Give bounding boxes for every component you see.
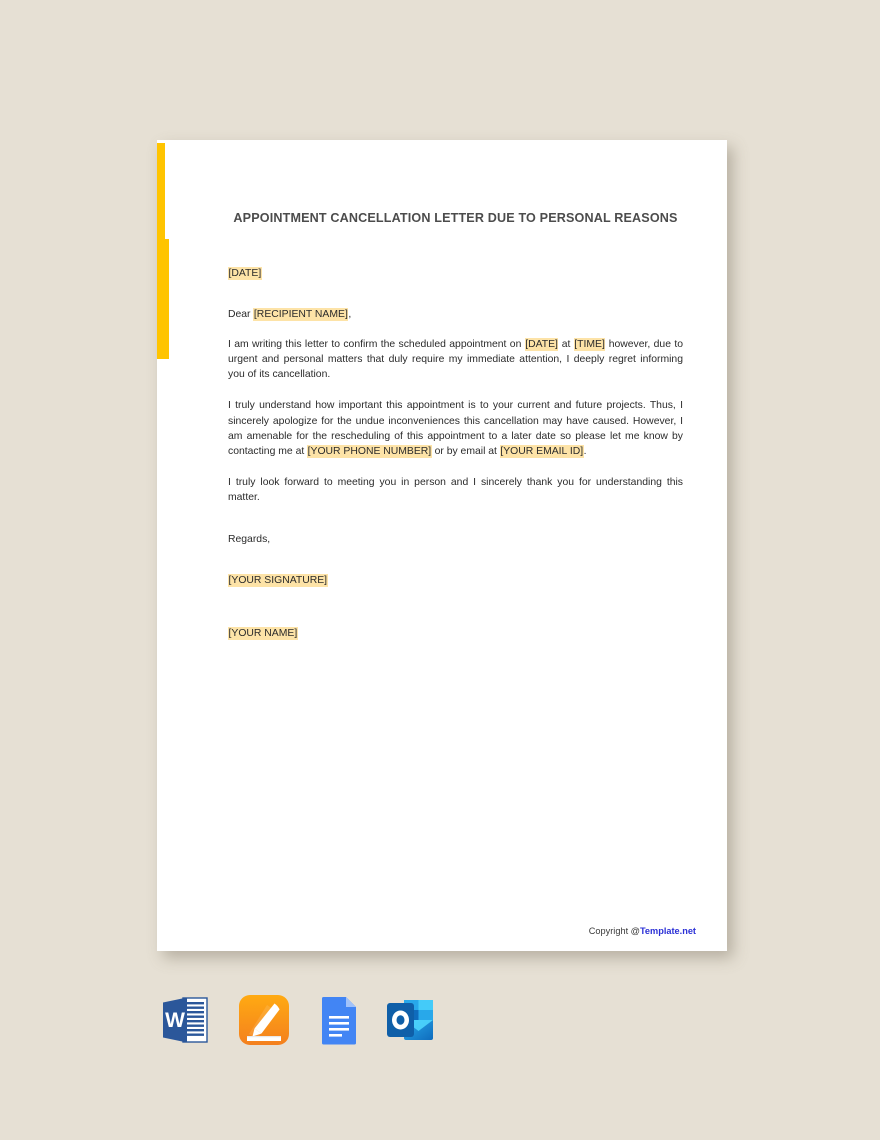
copyright-notice (589, 926, 696, 936)
appointment-date-placeholder[interactable]: [DATE] (525, 338, 558, 350)
download-format-icons (157, 992, 457, 1050)
recipient-name-placeholder[interactable]: [RECIPIENT NAME] (253, 309, 348, 321)
salutation-prefix: Dear (228, 309, 254, 321)
date-placeholder[interactable]: [DATE] (228, 268, 262, 280)
date-line (228, 266, 683, 281)
sender-name-line (228, 626, 683, 641)
signature-line (228, 573, 683, 588)
microsoft-outlook-icon[interactable] (382, 992, 438, 1048)
microsoft-word-icon[interactable] (157, 992, 213, 1048)
body-paragraph-2 (228, 398, 683, 459)
paragraph-1-part-3: however, due to urgent and personal matters that duly require my immediate attention, I deeply regret informing you of its cancellation. (228, 338, 683, 381)
accent-bar-bottom (157, 239, 169, 359)
body-paragraph-1 (228, 337, 683, 383)
paragraph-2-part-1: I truly understand how important this appointment is to your current and future projects. Thus, I sincerely apologize for the undue inconveniences this cancellation may have caused. However, I am amenable for the rescheduling of this appointment to a later date so please let me know by contacting me at (228, 400, 683, 458)
closing-line: Regards, (228, 533, 271, 545)
template-net-link[interactable]: Template.net (640, 926, 696, 936)
copyright-prefix: Copyright @ (588, 926, 640, 936)
appointment-time-placeholder[interactable]: [TIME] (574, 338, 605, 350)
body-paragraph-3: I truly look forward to meeting you in person and I sincerely thank you for understanding this matter. (228, 477, 683, 504)
apple-pages-icon[interactable] (236, 992, 292, 1048)
accent-bar-top (157, 143, 165, 239)
google-docs-icon[interactable] (310, 992, 366, 1048)
svg-text:W: W (165, 1009, 185, 1032)
paragraph-2-part-3: . (583, 446, 587, 458)
phone-number-placeholder[interactable]: [YOUR PHONE NUMBER] (307, 446, 432, 458)
paragraph-1-part-1: I am writing this letter to confirm the scheduled appointment on (228, 338, 525, 350)
signature-placeholder[interactable]: [YOUR SIGNATURE] (228, 574, 328, 586)
document-page-wrapper (157, 140, 727, 951)
paragraph-2-part-2: or by email at (431, 446, 500, 458)
document-page (157, 140, 727, 951)
document-content (228, 140, 683, 951)
salutation-line (228, 307, 683, 322)
sender-name-placeholder[interactable]: [YOUR NAME] (228, 628, 298, 640)
email-id-placeholder[interactable]: [YOUR EMAIL ID] (500, 446, 584, 458)
paragraph-1-part-2: at (558, 338, 574, 350)
salutation-suffix: , (348, 309, 352, 321)
document-title: APPOINTMENT CANCELLATION LETTER DUE TO PERSONAL REASONS (233, 211, 678, 225)
